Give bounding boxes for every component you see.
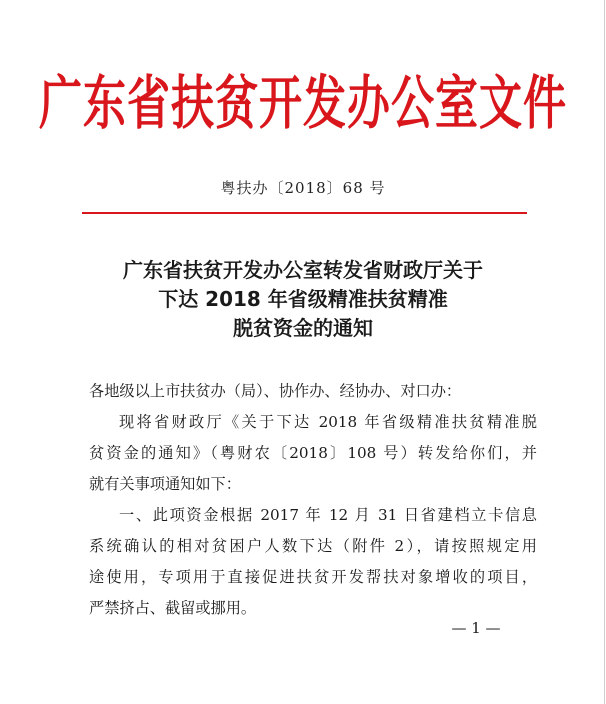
body-line-1: 现将省财政厅《关于下达 2018 年省级精准扶贫精准脱 bbox=[119, 413, 537, 431]
salutation-line: 各地级以上市扶贫办（局）、协作办、经协办、对口办： bbox=[89, 382, 462, 400]
title-line-3: 脱贫资金的通知 bbox=[233, 316, 373, 340]
red-divider-line bbox=[82, 212, 527, 214]
document-body bbox=[89, 376, 537, 624]
body-line-5: 系统确认的相对贫困户人数下达（附件 2），请按照规定用 bbox=[89, 537, 537, 555]
title-line-2: 下达 2018 年省级精准扶贫精准 bbox=[158, 287, 448, 311]
document-number: 粤扶办〔2018〕68 号 bbox=[220, 179, 386, 197]
body-line-4: 一、此项资金根据 2017 年 12 月 31 日省建档立卡信息 bbox=[119, 506, 537, 524]
page-number: — 1 — bbox=[451, 619, 501, 637]
body-line-7: 严禁挤占、截留或挪用。 bbox=[89, 599, 257, 617]
document-title bbox=[0, 256, 606, 343]
body-line-3: 就有关事项通知如下： bbox=[89, 475, 241, 493]
body-line-2: 贫资金的通知》（粤财农〔2018〕108 号）转发给你们，并 bbox=[89, 444, 537, 462]
issuing-agency-header: 广东省扶贫开发办公室文件 bbox=[39, 70, 567, 138]
body-line-6: 途使用，专项用于直接促进扶贫开发帮扶对象增收的项目， bbox=[89, 568, 537, 586]
title-line-1: 广东省扶贫开发办公室转发省财政厅关于 bbox=[123, 258, 483, 282]
